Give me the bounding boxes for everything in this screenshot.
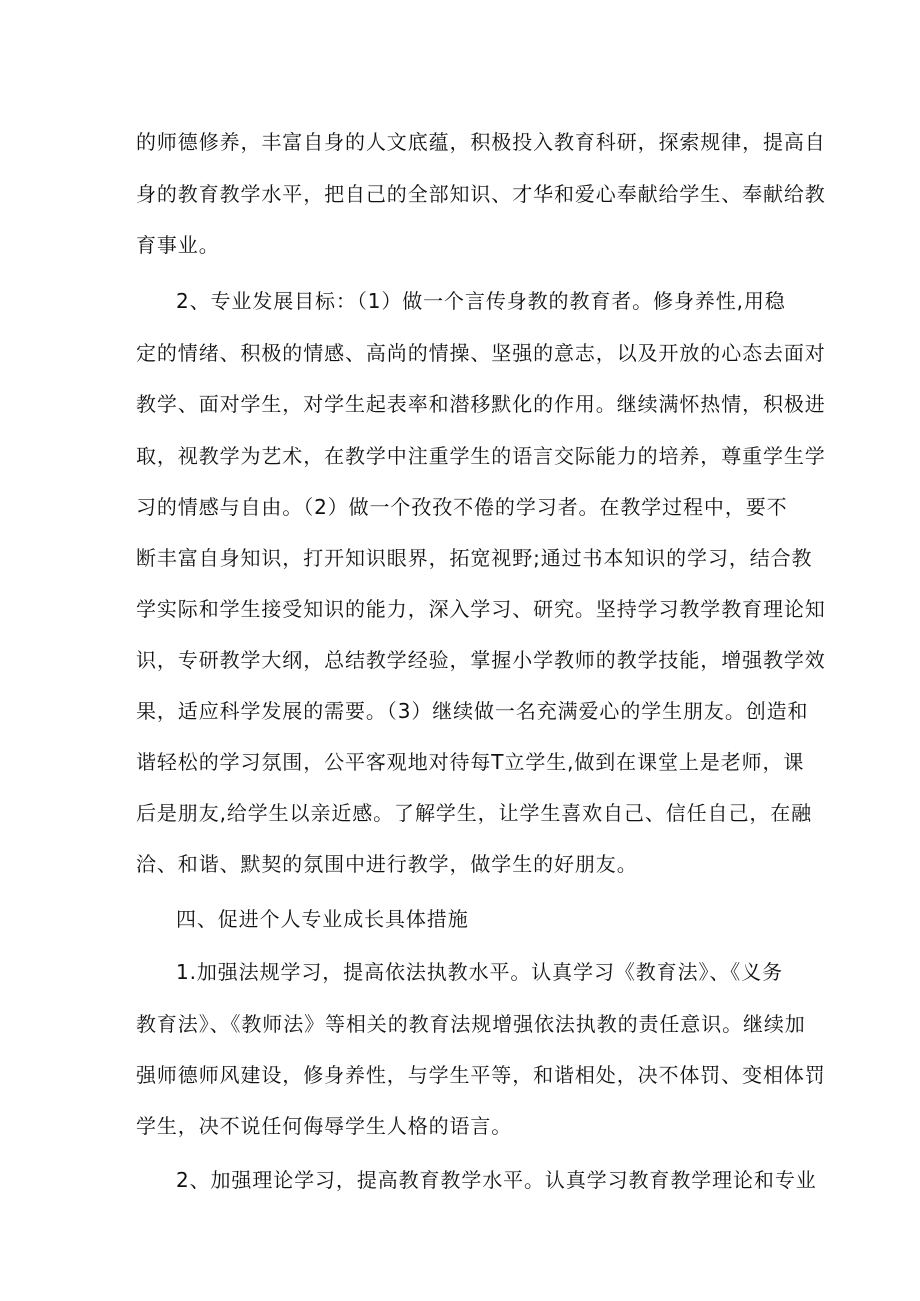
text-line: 学实际和学生接受知识的能力，深入学习、研究。坚持学习教学教育理论知 — [136, 597, 826, 621]
text-line: 2、专业发展目标：（1）做一个言传身教的教育者。修身养性,用稳 — [176, 289, 786, 313]
text-line: 后是朋友,给学生以亲近感。了解学生，让学生喜欢自己、信任自己，在融 — [136, 801, 813, 825]
text-line: 教育法》、《教师法》等相关的教育法规增强依法执教的责任意识。继续加 — [136, 1012, 806, 1036]
text-line: 断丰富自身知识，打开知识眼界，拓宽视野;通过书本知识的学习，结合教 — [136, 546, 813, 570]
text-line: 的师德修养，丰富自身的人文底蕴，积极投入教育科研，探索规律，提高自 — [136, 130, 826, 154]
text-line: 身的教育教学水平，把自己的全部知识、才华和爱心奉献给学生、奉献给教 — [136, 182, 826, 206]
text-line: 强师德师风建设，修身养性，与学生平等，和谐相处，决不体罚、变相体罚 — [136, 1063, 826, 1087]
text-line: 取，视教学为艺术，在教学中注重学生的语言交际能力的培养，尊重学生学 — [136, 444, 826, 468]
text-line: 教学、面对学生，对学生起表率和潜移默化的作用。继续满怀热情，积极进 — [136, 392, 826, 416]
text-line: 洽、和谐、默契的氛围中进行教学，做学生的好朋友。 — [136, 852, 638, 876]
section-heading-text: 四、促进个人专业成长具体措施 — [176, 907, 469, 931]
text-line: 1.加强法规学习，提高依法执教水平。认真学习《教育法》、《义务 — [176, 960, 783, 984]
text-line: 学生，决不说任何侮辱学生人格的语言。 — [136, 1114, 513, 1138]
text-line: 识，专研教学大纲，总结教学经验，掌握小学教师的教学技能，增强教学效 — [136, 648, 826, 672]
text-line: 育事业。 — [136, 233, 220, 257]
text-line: 果，适应科学发展的需要。（3）继续做一名充满爱心的学生朋友。创造和 — [136, 699, 809, 723]
text-line: 谐轻松的学习氛围，公平客观地对待每T立学生,做到在课堂上是老师，课 — [136, 750, 805, 774]
text-line: 2、加强理论学习，提高教育教学水平。认真学习教育教学理论和专业 — [176, 1168, 817, 1192]
text-line: 习的情感与自由。（2）做一个孜孜不倦的学习者。在教学过程中，要不 — [136, 495, 788, 519]
text-line: 定的情绪、积极的情感、高尚的情操、坚强的意志，以及开放的心态去面对 — [136, 341, 826, 365]
